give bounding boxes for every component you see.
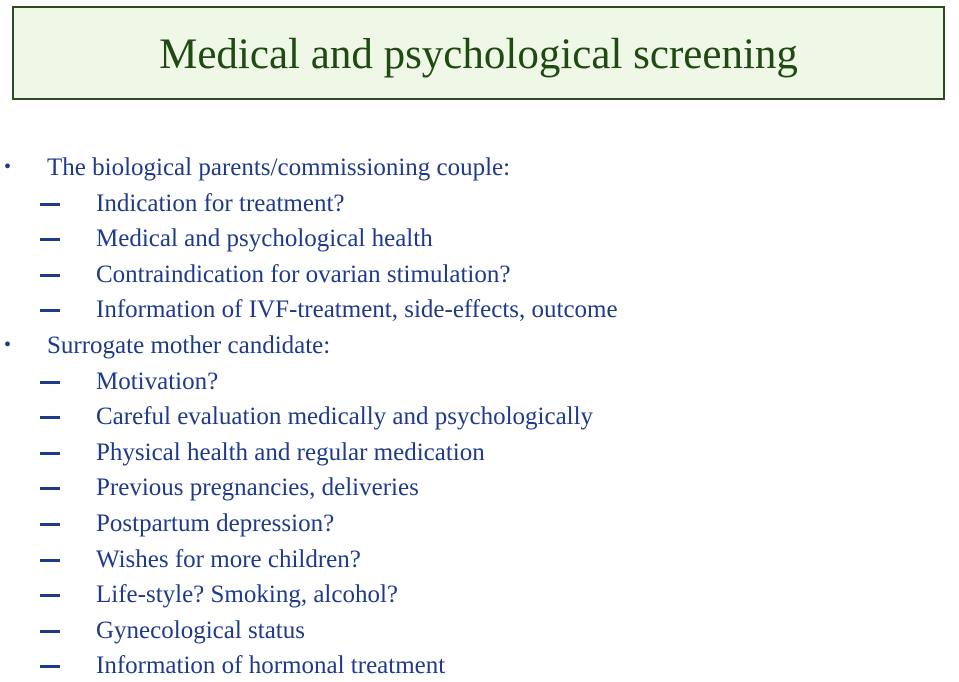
- list-item: [0, 399, 959, 435]
- list-item: [0, 292, 959, 328]
- list-item-text: Information of hormonal treatment: [96, 652, 446, 680]
- dash-icon: [40, 309, 60, 312]
- list-item-text: Wishes for more children?: [96, 545, 361, 573]
- dash-icon: [40, 274, 60, 277]
- dash-icon: [40, 594, 60, 597]
- dash-icon: [40, 559, 60, 562]
- dash-icon: [40, 416, 60, 419]
- list-item: [0, 613, 959, 649]
- dash-icon: [40, 203, 60, 206]
- list-item-text: Previous pregnancies, deliveries: [96, 474, 419, 502]
- list-item-text: Information of IVF-treatment, side-effects, outcome: [96, 296, 618, 324]
- list-item-text: Physical health and regular medication: [96, 438, 485, 466]
- title-box: [12, 6, 945, 100]
- bullet-icon: •: [4, 156, 12, 178]
- dash-icon: [40, 238, 60, 241]
- list-item: [0, 577, 959, 613]
- list-item-text: Gynecological status: [96, 616, 305, 644]
- list-item: [0, 364, 959, 400]
- section-heading-text: The biological parents/commissioning couple:: [47, 154, 511, 181]
- list-item: [0, 435, 959, 471]
- bullet-icon: •: [4, 333, 12, 356]
- list-item: [0, 648, 959, 682]
- section-heading-text: Surrogate mother candidate:: [47, 331, 331, 359]
- list-item-text: Careful evaluation medically and psychologically: [96, 403, 594, 431]
- bullet-list: [0, 150, 959, 682]
- dash-icon: [40, 630, 60, 633]
- list-item: [0, 542, 959, 578]
- dash-icon: [40, 665, 60, 668]
- slide-title: Medical and psychological screening: [159, 30, 798, 78]
- list-item-text: Contraindication for ovarian stimulation?: [96, 260, 511, 288]
- list-item: [0, 470, 959, 506]
- dash-icon: [40, 381, 60, 384]
- list-item: [0, 186, 959, 222]
- list-item-text: Postpartum depression?: [96, 509, 335, 537]
- section-heading-surrogate: [0, 328, 959, 364]
- dash-icon: [40, 452, 60, 455]
- list-item: [0, 506, 959, 542]
- dash-icon: [40, 487, 60, 490]
- list-item-text: Indication for treatment?: [96, 189, 345, 217]
- list-item: [0, 257, 959, 293]
- dash-icon: [40, 523, 60, 526]
- list-item: [0, 221, 959, 257]
- list-item-text: Motivation?: [96, 367, 219, 395]
- list-item-text: Medical and psychological health: [96, 225, 433, 253]
- section-heading-couple: [0, 150, 959, 186]
- list-item-text: Life-style? Smoking, alcohol?: [96, 581, 399, 609]
